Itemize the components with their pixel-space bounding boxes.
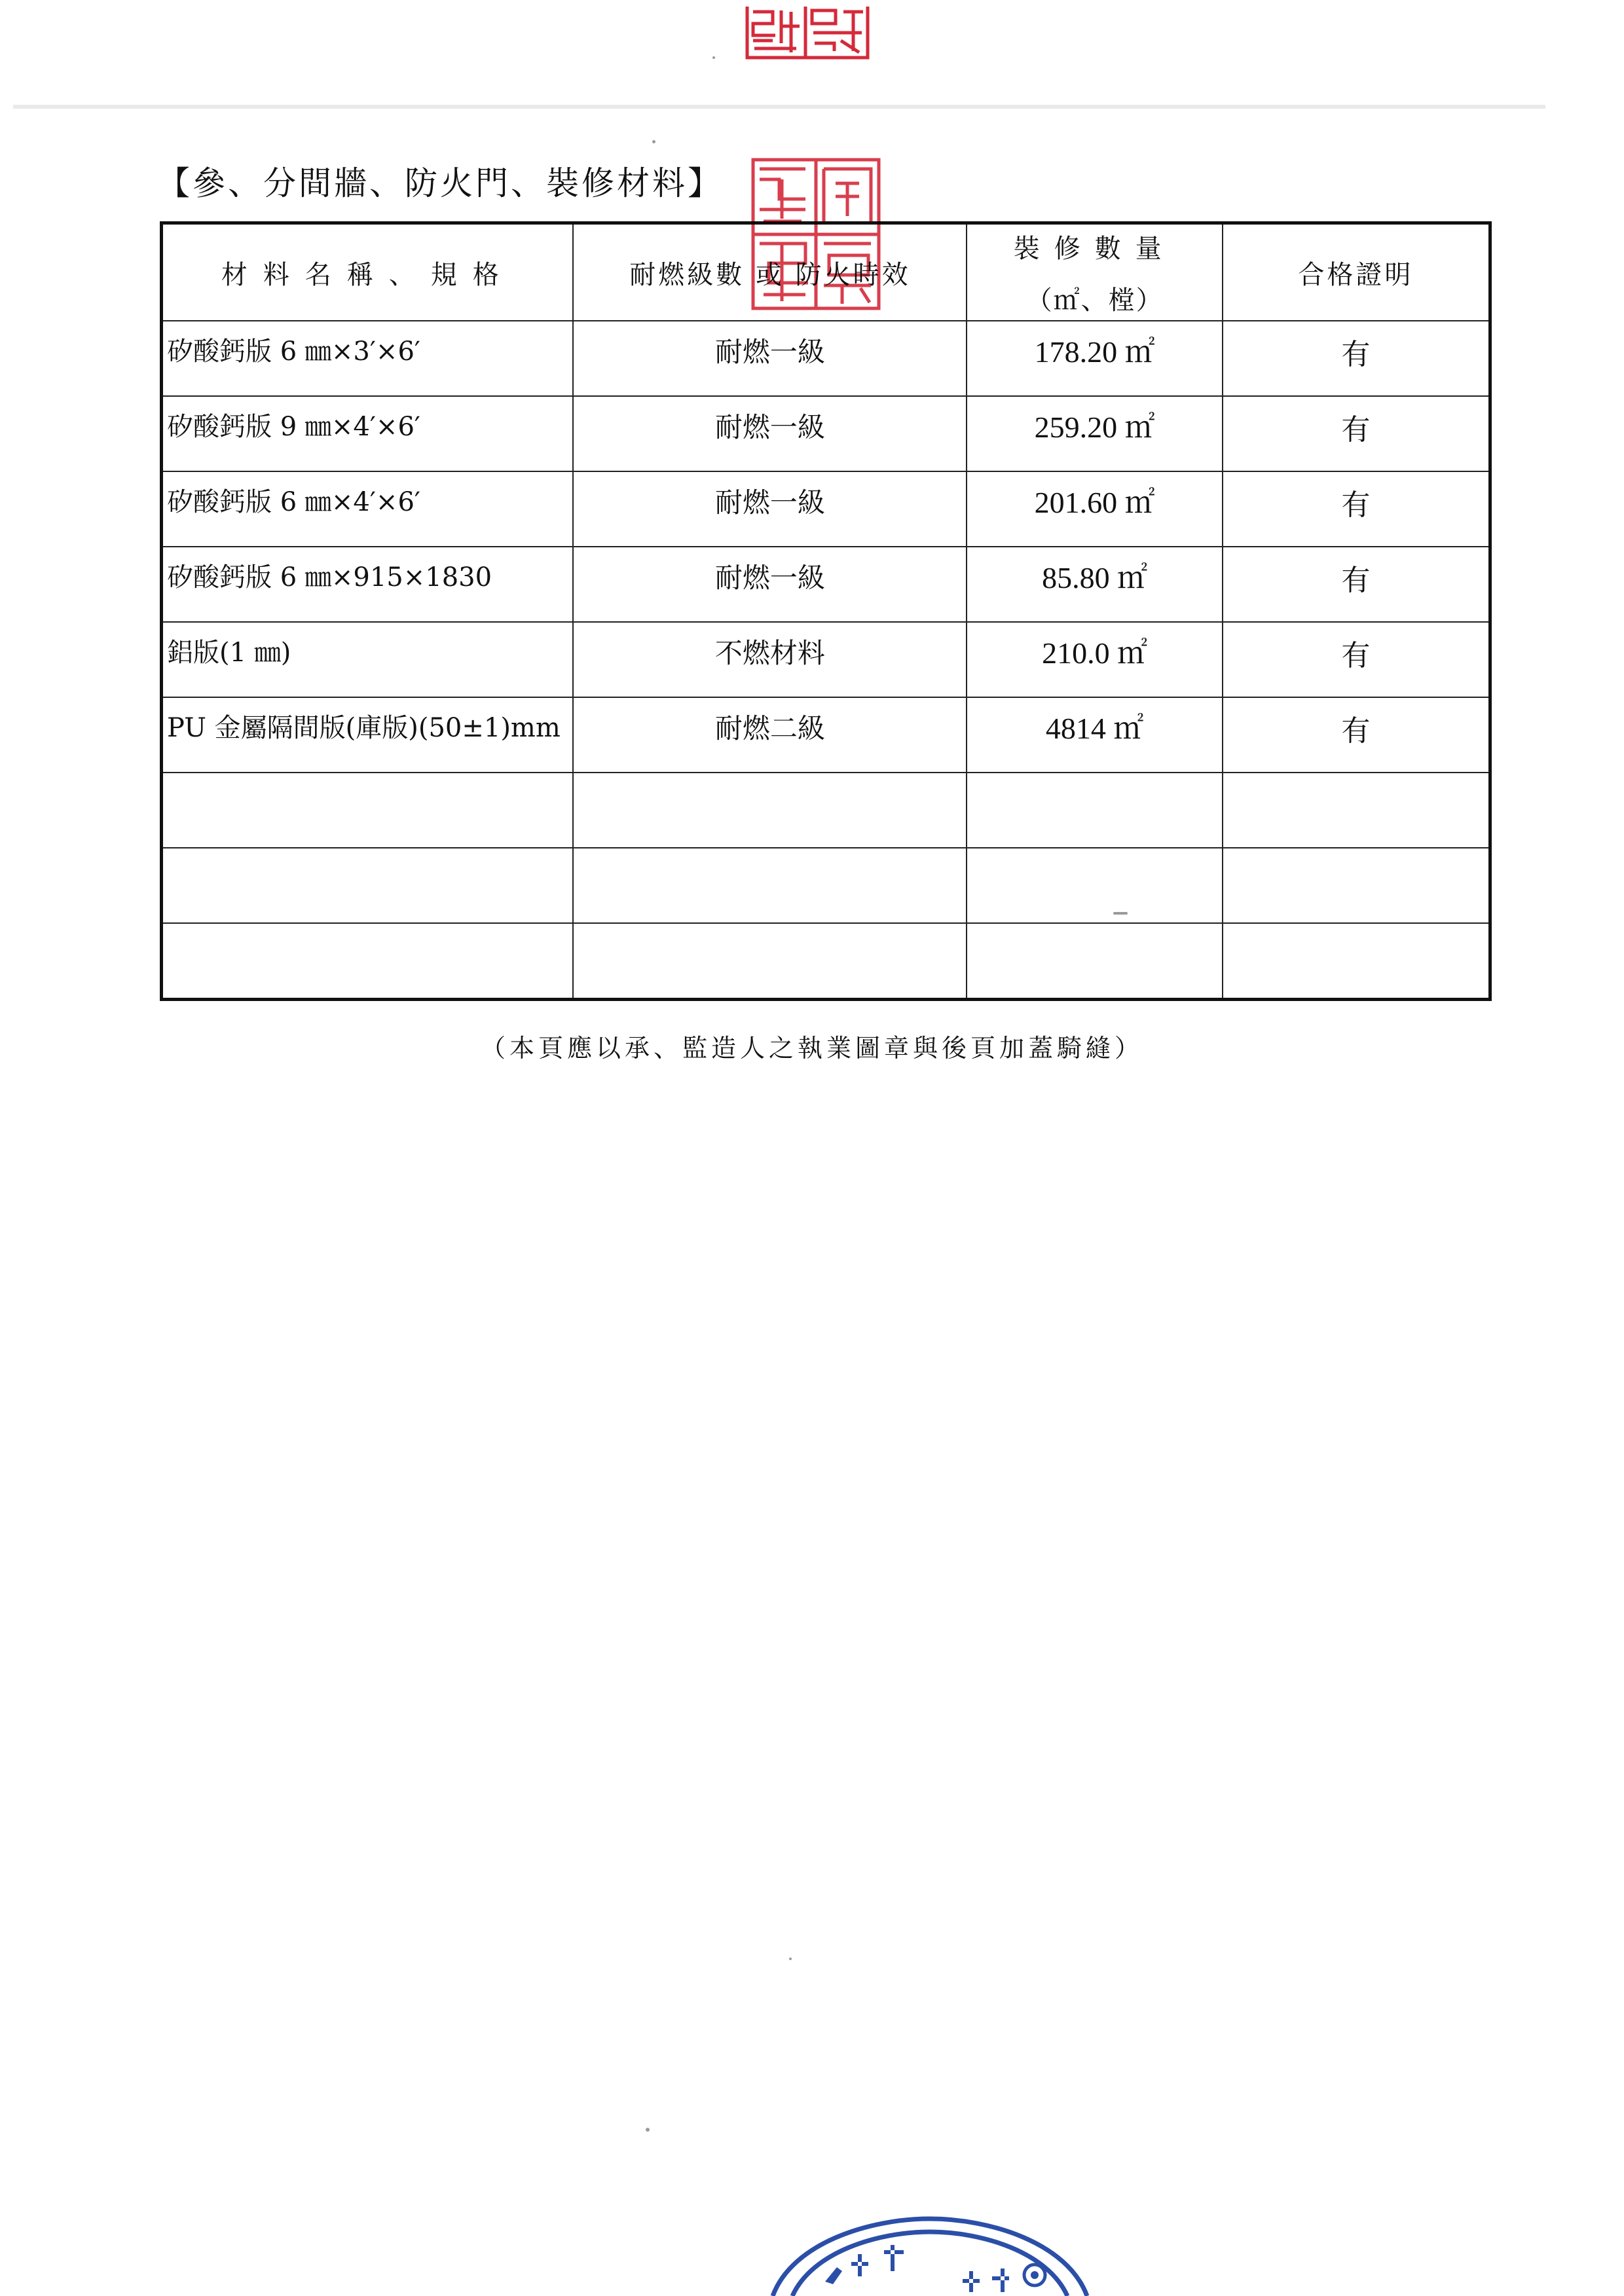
fire-rating-cell bbox=[573, 773, 967, 848]
fire-rating-cell: 耐燃二級 bbox=[573, 697, 967, 773]
fire-rating-cell: 耐燃一級 bbox=[573, 471, 967, 547]
header-certificate: 合格證明 bbox=[1223, 223, 1490, 321]
scan-artifact-line bbox=[13, 105, 1545, 109]
table-row bbox=[162, 848, 1490, 923]
quantity-cell bbox=[967, 773, 1223, 848]
certificate-cell: 有 bbox=[1223, 622, 1490, 697]
table-row bbox=[162, 547, 1490, 622]
table-row bbox=[162, 697, 1490, 773]
material-name-cell bbox=[162, 848, 574, 923]
scan-speck bbox=[652, 140, 655, 143]
table-row bbox=[162, 321, 1490, 396]
fire-rating-cell bbox=[573, 848, 967, 923]
material-name-cell bbox=[162, 773, 574, 848]
material-name-cell: 矽酸鈣版 6 ㎜×915×1830 bbox=[162, 547, 574, 622]
section-heading: 【參、分間牆、防火門、裝修材料】 bbox=[157, 164, 723, 202]
certificate-cell bbox=[1223, 923, 1490, 1000]
fire-rating-cell: 耐燃一級 bbox=[573, 396, 967, 471]
quantity-cell: 4814 ㎡ bbox=[967, 697, 1223, 773]
red-seal-stamp-top bbox=[745, 7, 870, 60]
fire-rating-cell: 耐燃一級 bbox=[573, 547, 967, 622]
certificate-cell: 有 bbox=[1223, 321, 1490, 396]
certificate-cell: 有 bbox=[1223, 547, 1490, 622]
certificate-cell bbox=[1223, 848, 1490, 923]
quantity-cell bbox=[967, 848, 1223, 923]
scan-speck bbox=[712, 56, 715, 59]
quantity-cell bbox=[967, 923, 1223, 1000]
material-name-cell: 矽酸鈣版 6 ㎜×4′×6′ bbox=[162, 471, 574, 547]
certificate-cell bbox=[1223, 773, 1490, 848]
scan-speck bbox=[789, 1958, 792, 1960]
table-row bbox=[162, 622, 1490, 697]
quantity-cell: 259.20 ㎡ bbox=[967, 396, 1223, 471]
quantity-cell: 210.0 ㎡ bbox=[967, 622, 1223, 697]
table-row bbox=[162, 471, 1490, 547]
material-name-cell: 鋁版(1 ㎜) bbox=[162, 622, 574, 697]
quantity-cell: 178.20 ㎡ bbox=[967, 321, 1223, 396]
quantity-cell: 85.80 ㎡ bbox=[967, 547, 1223, 622]
table-row bbox=[162, 773, 1490, 848]
quantity-cell: 201.60 ㎡ bbox=[967, 471, 1223, 547]
header-fire-rating: 耐燃級數 或 防火時效 bbox=[573, 223, 967, 321]
blue-seal-stamp bbox=[766, 2216, 1094, 2296]
fire-rating-cell bbox=[573, 923, 967, 1000]
material-name-cell: 矽酸鈣版 6 ㎜×3′×6′ bbox=[162, 321, 574, 396]
material-name-cell bbox=[162, 923, 574, 1000]
header-material-name: 材料名稱、規格 bbox=[162, 223, 574, 321]
header-quantity: 裝修數量 （㎡、樘） bbox=[967, 223, 1223, 321]
certificate-cell: 有 bbox=[1223, 697, 1490, 773]
certificate-cell: 有 bbox=[1223, 471, 1490, 547]
fire-rating-cell: 耐燃一級 bbox=[573, 321, 967, 396]
certificate-cell: 有 bbox=[1223, 396, 1490, 471]
material-name-cell: 矽酸鈣版 9 ㎜×4′×6′ bbox=[162, 396, 574, 471]
footnote: （本頁應以承、監造人之執業圖章與後頁加蓋騎縫） bbox=[480, 1034, 1143, 1063]
table-row bbox=[162, 396, 1490, 471]
material-name-cell: PU 金屬隔間版(庫版)(50±1)mm bbox=[162, 697, 574, 773]
red-seal-stamp-square bbox=[750, 157, 881, 311]
materials-table bbox=[160, 221, 1492, 1001]
table-row bbox=[162, 923, 1490, 1000]
scan-speck bbox=[646, 2128, 650, 2132]
fire-rating-cell: 不燃材料 bbox=[573, 622, 967, 697]
